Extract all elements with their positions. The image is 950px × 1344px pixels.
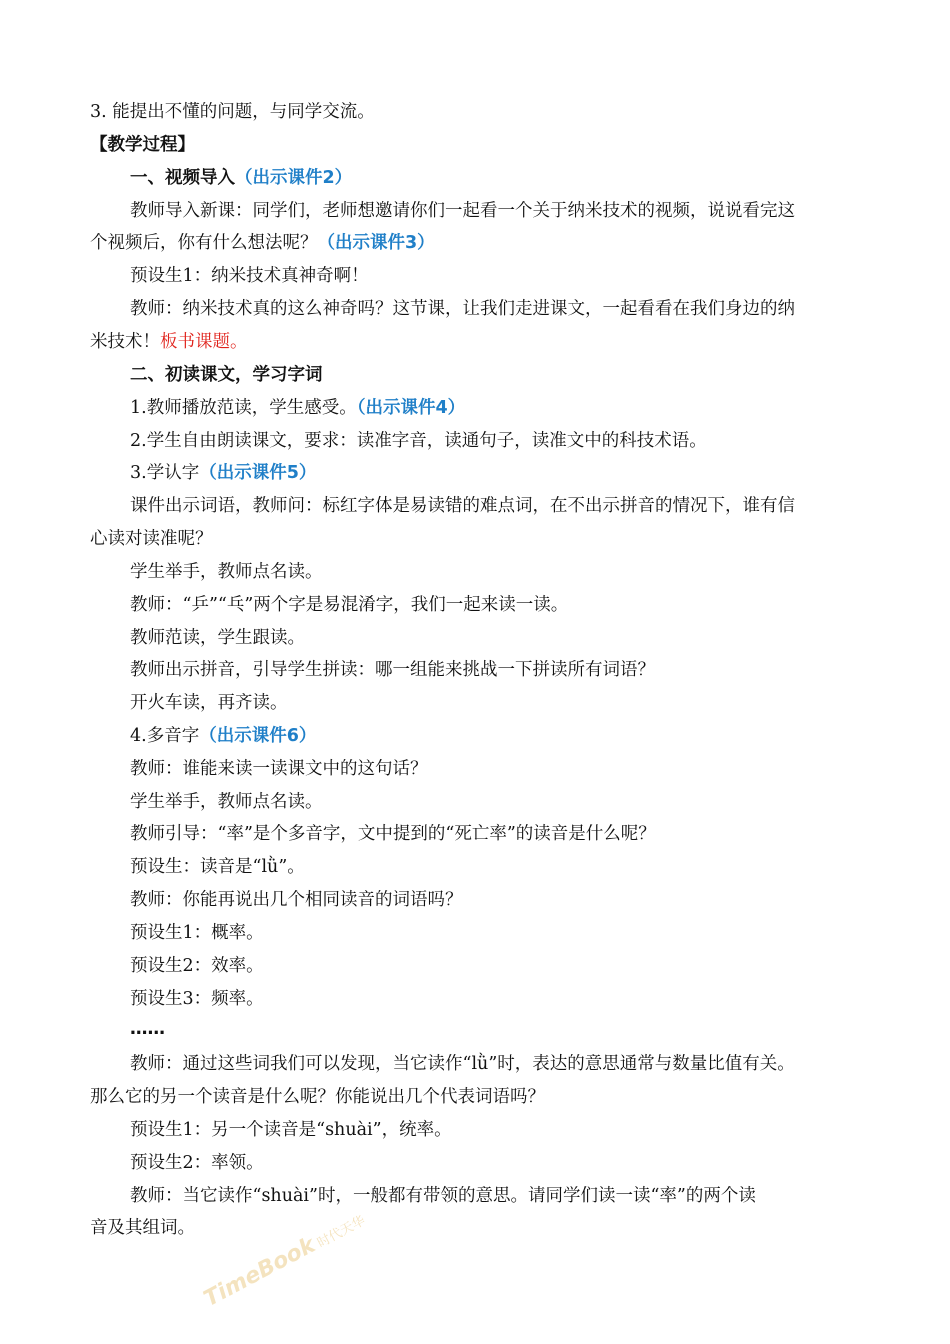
paragraph-line [90,231,435,255]
paragraph-line: 开火车读，再齐读。 [130,693,288,713]
ellipsis: …… [130,1019,165,1039]
slide-ref-5: （出示课件5） [199,463,317,483]
paragraph-line: 心读对读准呢？ [90,529,213,549]
paragraph-line [130,396,465,420]
paragraph-line: 预设生1：概率。 [130,923,264,943]
paragraph-line: 教师范读，学生跟读。 [130,628,305,648]
section-heading-teaching-process: 【教学过程】 [90,135,195,155]
slide-ref-3: （出示课件3） [317,233,435,253]
paragraph-text: 4.多音字 [130,726,200,746]
paragraph-line: 预设生2：率领。 [130,1153,264,1173]
paragraph-line: 音及其组词。 [90,1218,195,1238]
slide-ref-2: （出示课件2） [235,168,353,188]
paragraph-line: 课件出示词语，教师问：标红字体是易读错的难点词，在不出示拼音的情况下，谁有信 [130,496,795,516]
paragraph-line: 预设生：读音是“lǜ”。 [130,857,305,877]
paragraph-line: 教师：当它读作“shuài”时，一般都有带领的意思。请同学们读一读“率”的两个读 [130,1186,756,1206]
paragraph-line: 教师：谁能来读一读课文中的这句话？ [130,759,428,779]
paragraph-line: 学生举手，教师点名读。 [130,562,323,582]
paragraph-line [90,330,248,354]
paragraph-line: 预设生1：纳米技术真神奇啊！ [130,266,369,286]
paragraph-line: 教师：纳米技术真的这么神奇吗？这节课，让我们走进课文，一起看看在我们身边的纳 [130,299,795,319]
paragraph-line: 教师导入新课：同学们，老师想邀请你们一起看一个关于纳米技术的视频，说说看完这 [130,201,795,221]
paragraph-text: 个视频后，你有什么想法呢？ [90,233,318,253]
paragraph-line: 教师：通过这些词我们可以发现，当它读作“lǜ”时，表达的意思通常与数量比值有关。 [130,1054,795,1074]
board-title-note: 板书课题。 [160,332,248,352]
paragraph-line: 教师引导：“率”是个多音字，文中提到的“死亡率”的读音是什么呢？ [130,824,656,844]
paragraph-text: 3.学认字 [130,463,200,483]
paragraph-line: 预设生3：频率。 [130,989,264,1009]
paragraph-line: 预设生2：效率。 [130,956,264,976]
slide-ref-4: （出示课件4） [356,398,466,418]
paragraph-text: 米技术！ [90,332,160,352]
heading-first-reading: 二、初读课文，学习字词 [130,365,323,385]
paragraph-line: 教师出示拼音，引导学生拼读：哪一组能来挑战一下拼读所有词语？ [130,660,655,680]
paragraph-text: 1.教师播放范读，学生感受。 [130,398,357,418]
objective-3: 3. 能提出不懂的问题，与同学交流。 [90,102,375,122]
watermark-sub: 时代天华 [315,1213,369,1252]
paragraph-line: 教师：你能再说出几个相同读音的词语吗？ [130,890,463,910]
paragraph-line [130,461,316,485]
paragraph-line: 预设生1：另一个读音是“shuài”，统率。 [130,1120,452,1140]
paragraph-line [130,724,316,748]
heading-video-intro [130,166,352,190]
watermark-logo [200,1206,369,1312]
paragraph-line: 那么它的另一个读音是什么呢？你能说出几个代表词语吗？ [90,1087,545,1107]
watermark-brand: TimeBook [200,1232,320,1313]
slide-ref-6: （出示课件6） [199,726,317,746]
paragraph-line: 教师：“乒”“乓”两个字是易混淆字，我们一起来读一读。 [130,595,569,615]
paragraph-line: 学生举手，教师点名读。 [130,792,323,812]
heading-video-intro-text: 一、视频导入 [130,168,235,188]
paragraph-line: 2.学生自由朗读课文，要求：读准字音，读通句子，读准文中的科技术语。 [130,431,707,451]
